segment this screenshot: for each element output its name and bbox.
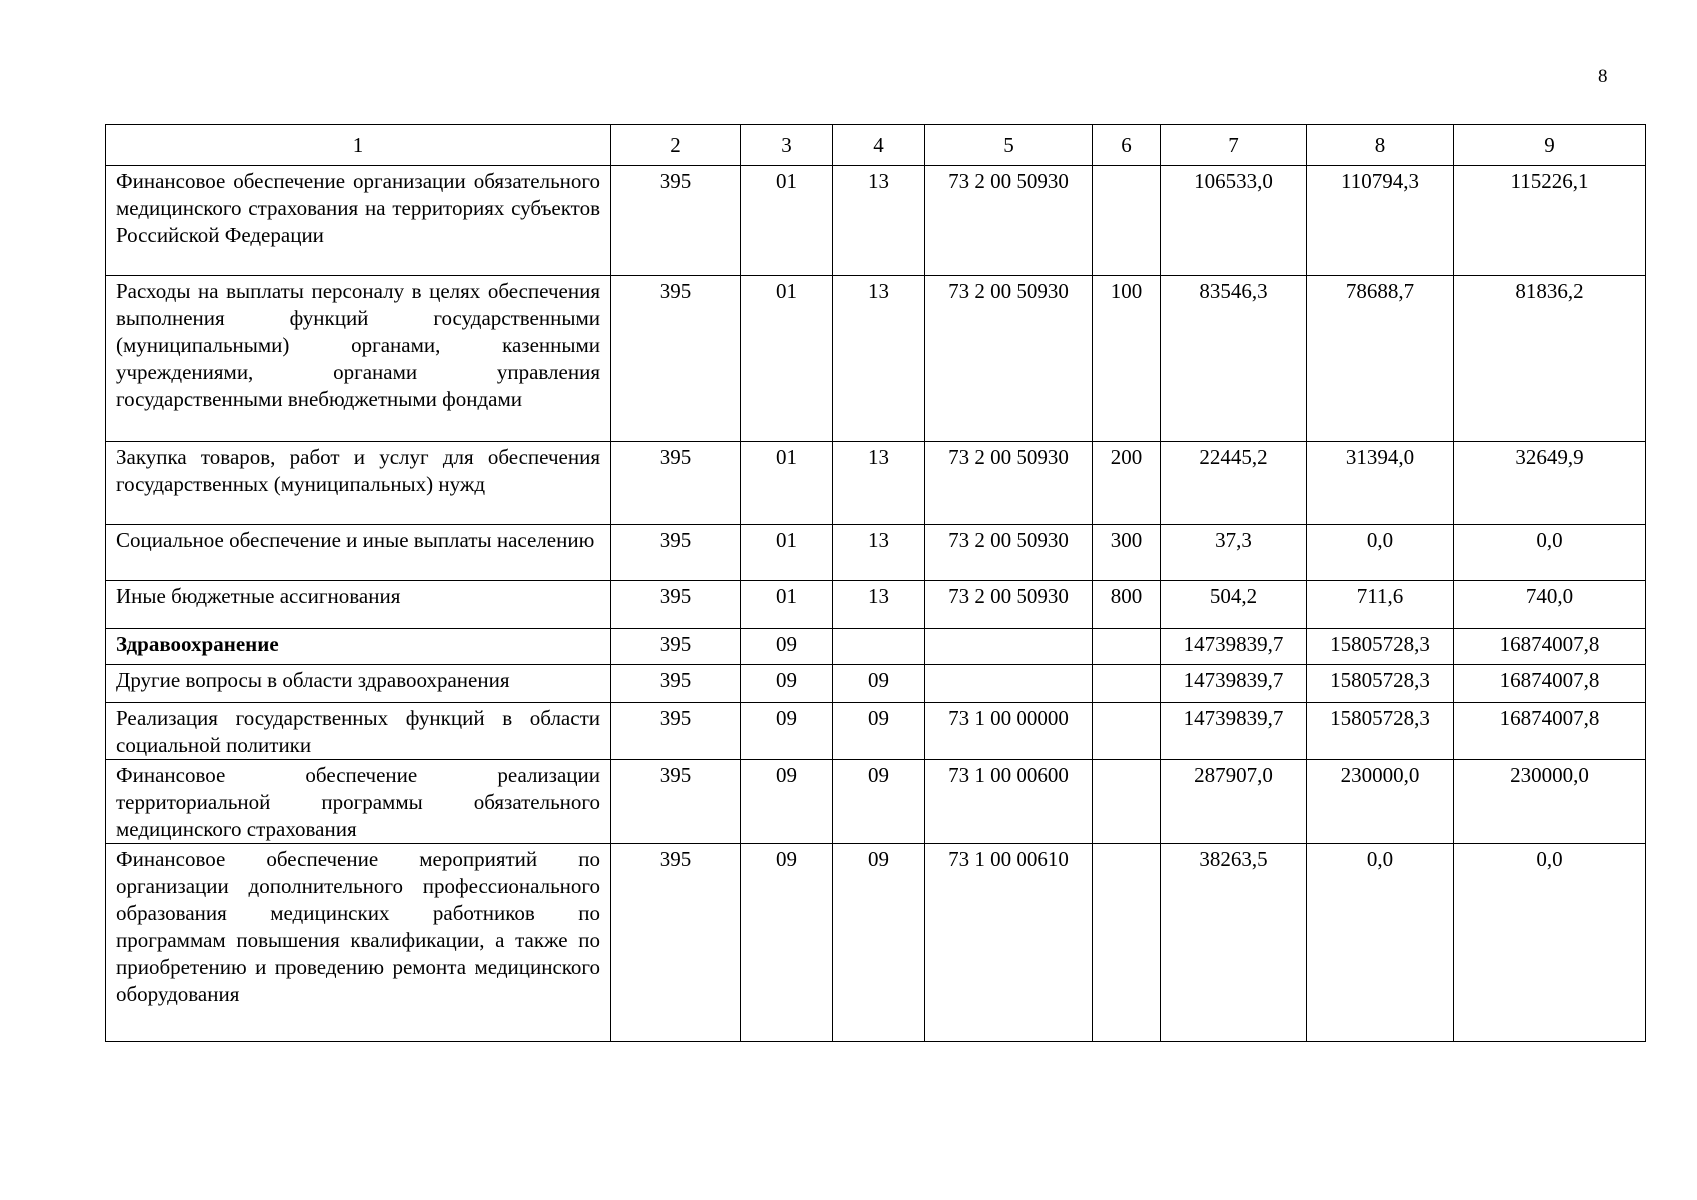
cell-col3: 01 [741,442,833,525]
cell-col9: 115226,1 [1454,166,1646,276]
cell-col7: 37,3 [1161,525,1307,581]
row-name: Другие вопросы в области здравоохранения [106,665,611,703]
budget-table [105,124,1646,1042]
cell-col4: 09 [833,760,925,844]
cell-col8: 711,6 [1307,581,1454,629]
header-row [106,125,1646,166]
cell-col5: 73 1 00 00610 [925,844,1093,1042]
cell-col4: 09 [833,844,925,1042]
cell-col6 [1093,703,1161,760]
header-cell: 5 [925,125,1093,166]
cell-col4: 13 [833,166,925,276]
table-row [106,525,1646,581]
table-row [106,844,1646,1042]
cell-col3: 09 [741,703,833,760]
cell-col8: 15805728,3 [1307,703,1454,760]
cell-col7: 83546,3 [1161,276,1307,442]
cell-col9: 16874007,8 [1454,629,1646,665]
cell-col3: 09 [741,844,833,1042]
cell-col3: 01 [741,581,833,629]
table-row [106,665,1646,703]
table-row [106,629,1646,665]
cell-col2: 395 [611,844,741,1042]
cell-col9: 16874007,8 [1454,703,1646,760]
cell-col8: 230000,0 [1307,760,1454,844]
cell-col7: 22445,2 [1161,442,1307,525]
cell-col5: 73 1 00 00000 [925,703,1093,760]
cell-col8: 15805728,3 [1307,665,1454,703]
cell-col6: 300 [1093,525,1161,581]
header-cell: 9 [1454,125,1646,166]
table-row [106,442,1646,525]
header-cell: 4 [833,125,925,166]
cell-col8: 31394,0 [1307,442,1454,525]
cell-col3: 01 [741,166,833,276]
cell-col5 [925,629,1093,665]
cell-col6 [1093,629,1161,665]
cell-col6: 800 [1093,581,1161,629]
cell-col4: 13 [833,442,925,525]
row-name: Финансовое обеспечение мероприятий по организации дополнительного профессионального образования медицинских работников по программам повышения квалификации, а также по приобретению и проведению ремонта медицинского оборудования [106,844,611,1042]
header-cell: 2 [611,125,741,166]
cell-col9: 81836,2 [1454,276,1646,442]
cell-col7: 14739839,7 [1161,665,1307,703]
cell-col4: 13 [833,276,925,442]
cell-col9: 230000,0 [1454,760,1646,844]
cell-col3: 01 [741,525,833,581]
cell-col5: 73 2 00 50930 [925,442,1093,525]
table-row [106,276,1646,442]
cell-col8: 15805728,3 [1307,629,1454,665]
row-name: Реализация государственных функций в области социальной политики [106,703,611,760]
cell-col5 [925,665,1093,703]
cell-col4: 09 [833,665,925,703]
table-row [106,166,1646,276]
cell-col6 [1093,166,1161,276]
page-number: 8 [1598,66,1608,87]
cell-col2: 395 [611,166,741,276]
row-name: Иные бюджетные ассигнования [106,581,611,629]
header-cell: 1 [106,125,611,166]
cell-col3: 01 [741,276,833,442]
header-cell: 8 [1307,125,1454,166]
cell-col3: 09 [741,665,833,703]
row-name: Финансовое обеспечение реализации территориальной программы обязательного медицинского страхования [106,760,611,844]
row-name: Здравоохранение [106,629,611,665]
cell-col2: 395 [611,525,741,581]
cell-col6 [1093,844,1161,1042]
cell-col6 [1093,665,1161,703]
cell-col4: 09 [833,703,925,760]
cell-col2: 395 [611,665,741,703]
cell-col7: 14739839,7 [1161,703,1307,760]
cell-col8: 0,0 [1307,844,1454,1042]
row-name: Расходы на выплаты персоналу в целях обеспечения выполнения функций государственными (муниципальными) органами, казенными учреждениями, органами управления государственными внебюджетными фондами [106,276,611,442]
cell-col7: 14739839,7 [1161,629,1307,665]
cell-col6: 200 [1093,442,1161,525]
cell-col9: 16874007,8 [1454,665,1646,703]
row-name: Социальное обеспечение и иные выплаты населению [106,525,611,581]
cell-col8: 110794,3 [1307,166,1454,276]
cell-col3: 09 [741,629,833,665]
cell-col2: 395 [611,703,741,760]
cell-col6: 100 [1093,276,1161,442]
table-row [106,581,1646,629]
cell-col2: 395 [611,581,741,629]
cell-col2: 395 [611,760,741,844]
cell-col5: 73 2 00 50930 [925,166,1093,276]
header-cell: 3 [741,125,833,166]
table-row [106,760,1646,844]
row-name: Финансовое обеспечение организации обязательного медицинского страхования на территориях субъектов Российской Федерации [106,166,611,276]
cell-col7: 287907,0 [1161,760,1307,844]
cell-col9: 740,0 [1454,581,1646,629]
cell-col9: 0,0 [1454,525,1646,581]
cell-col7: 504,2 [1161,581,1307,629]
cell-col9: 0,0 [1454,844,1646,1042]
cell-col5: 73 1 00 00600 [925,760,1093,844]
cell-col5: 73 2 00 50930 [925,276,1093,442]
cell-col5: 73 2 00 50930 [925,525,1093,581]
cell-col9: 32649,9 [1454,442,1646,525]
cell-col6 [1093,760,1161,844]
cell-col8: 0,0 [1307,525,1454,581]
row-name: Закупка товаров, работ и услуг для обеспечения государственных (муниципальных) нужд [106,442,611,525]
header-cell: 7 [1161,125,1307,166]
cell-col2: 395 [611,276,741,442]
cell-col4 [833,629,925,665]
header-cell: 6 [1093,125,1161,166]
cell-col4: 13 [833,581,925,629]
cell-col7: 38263,5 [1161,844,1307,1042]
cell-col7: 106533,0 [1161,166,1307,276]
cell-col2: 395 [611,629,741,665]
cell-col4: 13 [833,525,925,581]
cell-col5: 73 2 00 50930 [925,581,1093,629]
cell-col3: 09 [741,760,833,844]
cell-col8: 78688,7 [1307,276,1454,442]
cell-col2: 395 [611,442,741,525]
table-row [106,703,1646,760]
